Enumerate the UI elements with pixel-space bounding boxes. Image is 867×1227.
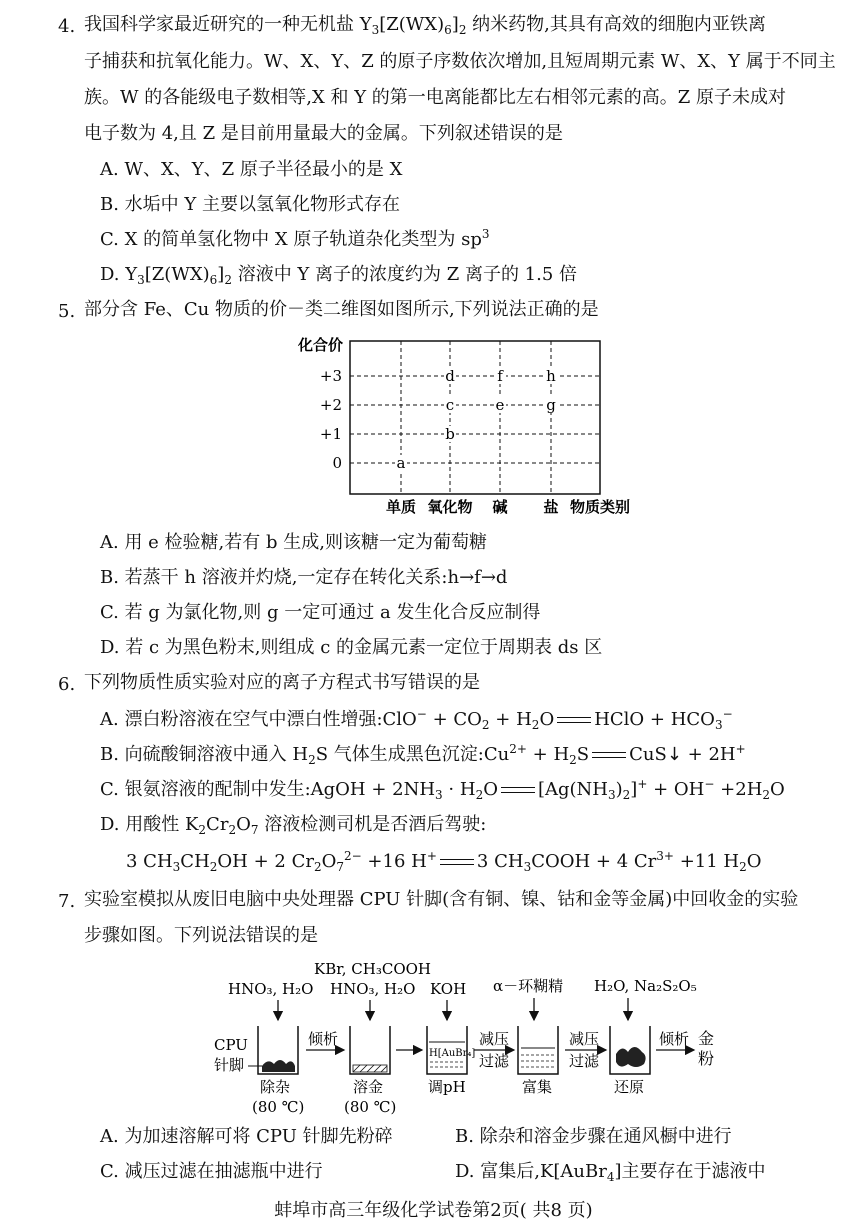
q7-option-d: D. 富集后,K[AuBr$_4$]主要存在于滤液中 xyxy=(455,1161,766,1184)
arrow-3-label-a: 减压 xyxy=(569,1030,600,1048)
q6-option-d: D. 用酸性 $K_2Cr_2O_7$ 溶液检测司机是否酒后驾驶: xyxy=(100,814,487,837)
arrow-2-label-a: 减压 xyxy=(479,1030,510,1048)
chart-points xyxy=(395,367,557,472)
q6-equation-d: 3 $CH_3CH_2OH + 2$ $Cr_2O_7^{2-} +16$ H+ 3 $CH_3COOH + 4$ $Cr^{3+} +11$ $H_2O$ xyxy=(126,849,762,874)
step-2-temp: (80 ℃) xyxy=(344,1098,397,1116)
y-tick-label: +1 xyxy=(319,425,342,443)
q6-stem: 下列物质性质实验对应的离子方程式书写错误的是 xyxy=(84,672,480,693)
step-3-label: 调pH xyxy=(428,1078,466,1096)
q5-number: 5. xyxy=(58,301,76,322)
beaker-5 xyxy=(610,1026,650,1074)
arrow-1-label: 倾析 xyxy=(308,1030,339,1048)
point-a: a xyxy=(396,454,406,472)
beaker-3 xyxy=(427,1026,475,1074)
point-h: h xyxy=(546,367,556,385)
q7-option-b: B. 除杂和溶金步骤在通风橱中进行 xyxy=(455,1126,732,1147)
q5-option-a: A. 用 e 检验糖,若有 b 生成,则该糖一定为葡萄糖 xyxy=(100,532,487,553)
q6-option-b: B. 向硫酸铜溶液中通入 $H_2S$ 气体生成黑色沉淀$:Cu^{2+} + H_2S$ CuS↓ + 2H+ xyxy=(100,742,746,767)
point-c: c xyxy=(445,396,455,414)
valence-class-chart xyxy=(280,332,660,522)
x-tick-label: 碱 xyxy=(492,498,508,516)
arrow-2-label-b: 过滤 xyxy=(479,1052,510,1070)
q5-option-d: D. 若 c 为黑色粉末,则组成 c 的金属元素一定位于周期表 ds 区 xyxy=(100,637,603,658)
reagent-4: α－环糊精 xyxy=(493,977,564,995)
reagent-2a: KBr, CH₃COOH xyxy=(314,960,432,978)
gold-recovery-process-diagram xyxy=(210,956,770,1116)
q4-stem-line3: 族。W 的各能级电子数相等,X 和 Y 的第一电离能都比左右相邻元素的高。Z 原子未成对 xyxy=(84,87,787,108)
q4-option-c: C. X 的简单氢化物中 X 原子轨道杂化类型为 $sp^3$ xyxy=(100,227,490,250)
x-tick-label: 盐 xyxy=(543,498,559,516)
point-e: e xyxy=(495,396,505,414)
q4-option-b: B. 水垢中 Y 主要以氢氧化物形式存在 xyxy=(100,194,400,215)
q4-stem-line1: 我国科学家最近研究的一种无机盐 $Y_3[Z(WX)_6]_2$ 纳米药物,其具有高效的细胞内亚铁离 xyxy=(84,14,766,37)
cpu-label-1: CPU xyxy=(214,1036,248,1054)
q6-option-c: C. 银氨溶液的配制中发生:AgOH + $2NH_3 \cdot H_2O$ $[Ag(NH_3)_2]^+ + OH^- +2H_2O$ xyxy=(100,777,785,802)
point-f: f xyxy=(497,367,503,385)
q4-number: 4. xyxy=(58,16,76,37)
product-label-1: 金 xyxy=(698,1029,715,1048)
q5-stem: 部分含 Fe、Cu 物质的价－类二维图如图所示,下列说法正确的是 xyxy=(84,299,599,320)
reagent-1: HNO₃, H₂O xyxy=(228,980,314,998)
q7-stem-line1: 实验室模拟从废旧电脑中央处理器 CPU 针脚(含有铜、镍、钴和金等金属)中回收金的实验 xyxy=(84,889,799,910)
point-g: g xyxy=(546,396,556,414)
step-1-label: 除杂 xyxy=(260,1078,291,1096)
step-4-label: 富集 xyxy=(522,1078,553,1096)
equals-arrow-icon xyxy=(557,717,591,723)
q6-option-a: A. 漂白粉溶液在空气中漂白性增强:ClO− + $CO_2 + H_2O$ HClO + $HCO_3^-$ xyxy=(100,707,733,732)
equals-arrow-icon xyxy=(440,859,474,865)
q4-option-a: A. W、X、Y、Z 原子半径最小的是 X xyxy=(100,159,403,180)
reagent-2b: HNO₃, H₂O xyxy=(330,980,416,998)
q7-option-a: A. 为加速溶解可将 CPU 针脚先粉碎 xyxy=(100,1126,393,1147)
step-1-temp: (80 ℃) xyxy=(252,1098,305,1116)
chart-yticks xyxy=(320,367,342,472)
chart-grid xyxy=(350,341,600,494)
chart-ylabel: 化合价 xyxy=(298,336,344,354)
q7-number: 7. xyxy=(58,891,76,912)
equals-arrow-icon xyxy=(501,787,535,793)
equals-arrow-icon xyxy=(592,752,626,758)
arrow-4-label: 倾析 xyxy=(659,1030,690,1048)
q5-option-c: C. 若 g 为氯化物,则 g 一定可通过 a 发生化合反应制得 xyxy=(100,602,541,623)
chart-xticks xyxy=(386,498,559,516)
q4-stem-line2: 子捕获和抗氧化能力。W、X、Y、Z 的原子序数依次增加,且短周期元素 W、X、Y 属于不同主 xyxy=(84,51,836,72)
point-d: d xyxy=(445,367,455,385)
q6-number: 6. xyxy=(58,674,76,695)
beaker-1 xyxy=(258,1026,298,1074)
beaker-3-label: H[AuBr₄] xyxy=(429,1048,476,1059)
q7-option-c: C. 减压过滤在抽滤瓶中进行 xyxy=(100,1161,323,1182)
x-tick-label: 氧化物 xyxy=(427,498,473,516)
q4-stem-line4: 电子数为 4,且 Z 是目前用量最大的金属。下列叙述错误的是 xyxy=(84,123,563,144)
chart-xlabel: 物质类别 xyxy=(570,498,631,516)
reagent-3: KOH xyxy=(430,980,467,998)
q7-stem-line2: 步骤如图。下列说法错误的是 xyxy=(84,925,318,946)
cpu-label-2: 针脚 xyxy=(214,1056,245,1074)
y-tick-label: +3 xyxy=(319,367,342,385)
precipitate-arrow-icon: ↓ xyxy=(666,744,682,765)
q5-option-b: B. 若蒸干 h 溶液并灼烧,一定存在转化关系:h→f→d xyxy=(100,567,508,588)
reagent-5: H₂O, Na₂S₂O₅ xyxy=(594,977,697,995)
q4-option-d: D. $Y_3[Z(WX)_6]_2$ 溶液中 Y 离子的浓度约为 Z 离子的 1.5 倍 xyxy=(100,264,578,287)
arrow-3-label-b: 过滤 xyxy=(569,1052,600,1070)
y-tick-label: +2 xyxy=(319,396,342,414)
x-tick-label: 单质 xyxy=(385,498,417,516)
beaker-4 xyxy=(518,1026,558,1074)
point-b: b xyxy=(445,425,455,443)
y-tick-label: 0 xyxy=(332,454,342,472)
step-2-label: 溶金 xyxy=(353,1078,384,1096)
product-label-2: 粉 xyxy=(698,1049,715,1068)
step-5-label: 还原 xyxy=(614,1078,645,1096)
page-footer: 蚌埠市高三年级化学试卷第2页( 共8 页) xyxy=(274,1200,593,1221)
chart-frame xyxy=(350,341,600,494)
beaker-2 xyxy=(350,1026,390,1074)
